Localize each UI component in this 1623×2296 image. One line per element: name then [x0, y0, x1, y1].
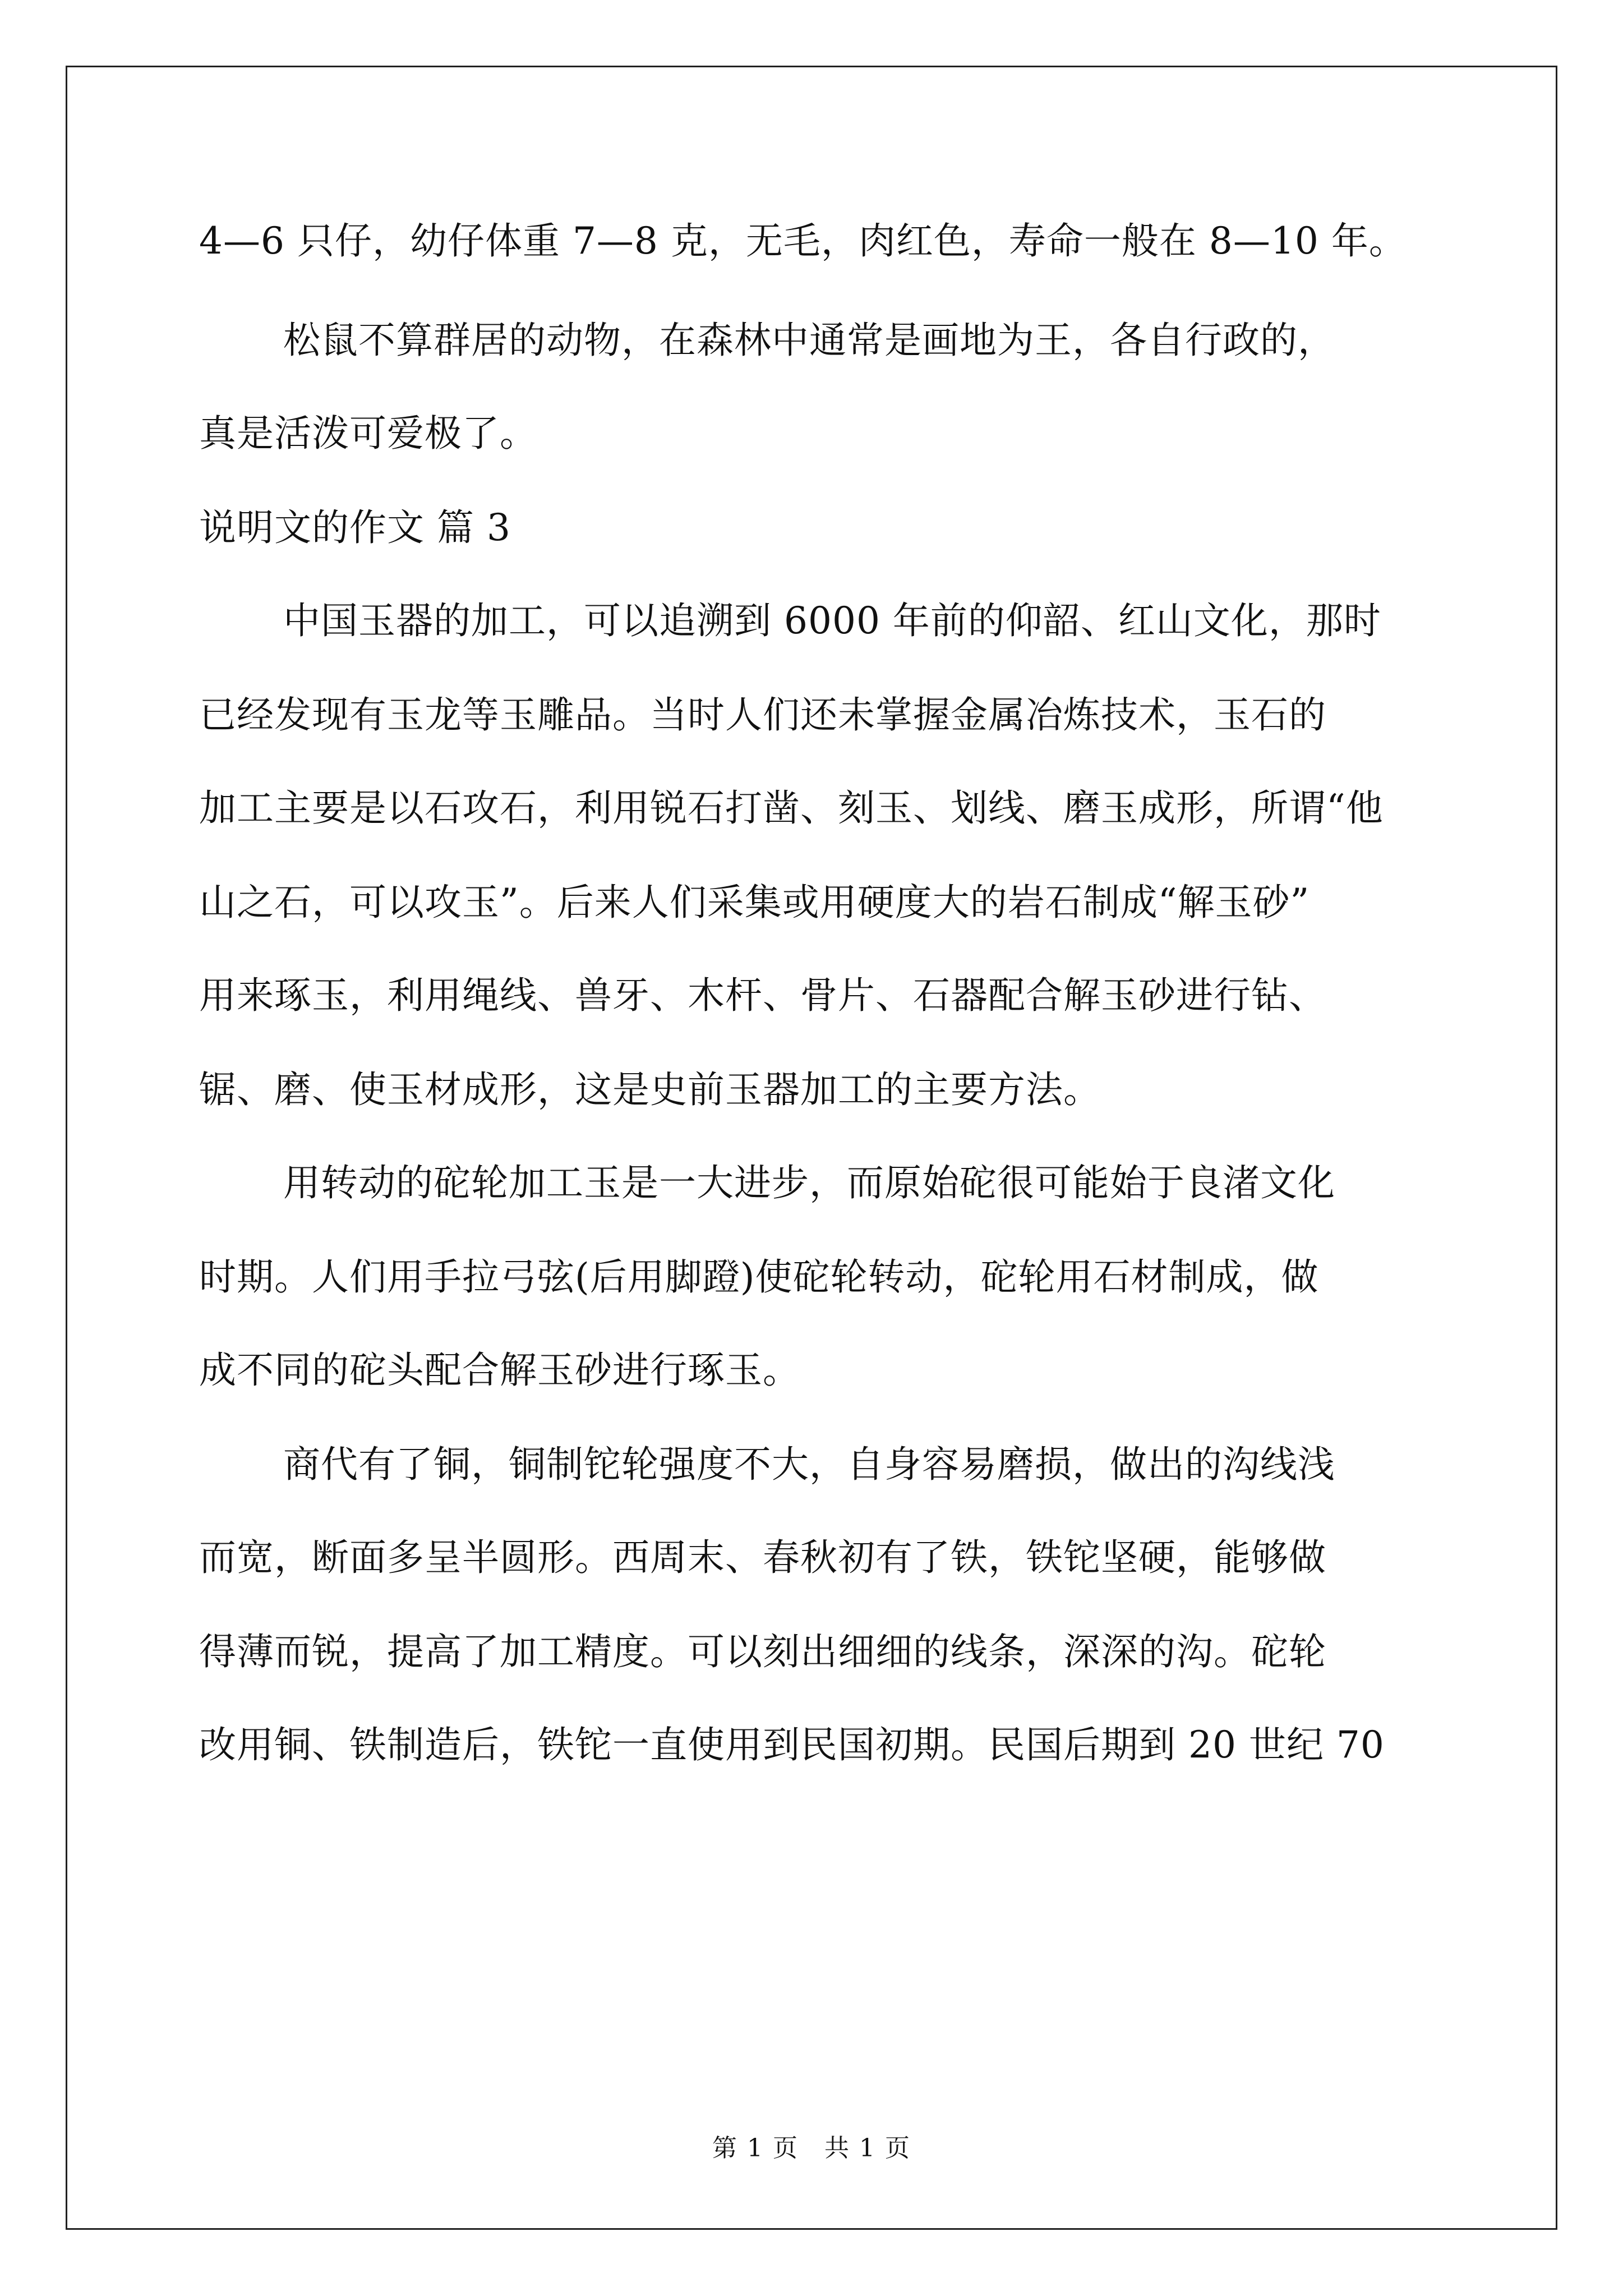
section-heading: 说明文的作文 篇 3: [199, 506, 511, 549]
text-line: 改用铜、铁制造后，铁铊一直使用到民国初期。民国后期到 20 世纪 70: [199, 1723, 1385, 1766]
text-line: 加工主要是以石攻石，利用锐石打凿、刻玉、划线、磨玉成形，所谓“他: [199, 786, 1384, 830]
text-line: 成不同的砣头配合解玉砂进行琢玉。: [199, 1349, 800, 1392]
text-line: 得薄而锐，提高了加工精度。可以刻出细细的线条，深深的沟。砣轮: [199, 1630, 1326, 1673]
text-line: 山之石，可以攻玉”。后来人们采集或用硬度大的岩石制成“解玉砂”: [199, 881, 1310, 924]
paragraph-start-line: 商代有了铜，铜制铊轮强度不大，自身容易磨损，做出的沟线浅: [283, 1443, 1335, 1486]
text-line: 已经发现有玉龙等玉雕品。当时人们还未掌握金属冶炼技术，玉石的: [199, 693, 1326, 737]
paragraph-start-line: 用转动的砣轮加工玉是一大进步，而原始砣很可能始于良渚文化: [283, 1161, 1335, 1204]
paragraph-start-line: 松鼠不算群居的动物，在森林中通常是画地为王，各自行政的，: [283, 319, 1335, 362]
text-line: 真是活泼可爱极了。: [199, 412, 537, 455]
text-line: 而宽，断面多呈半圆形。西周末、春秋初有了铁，铁铊坚硬，能够做: [199, 1536, 1326, 1579]
text-line: 用来琢玉，利用绳线、兽牙、木杆、骨片、石器配合解玉砂进行钻、: [199, 974, 1326, 1017]
page-number-footer: 第 1 页 共 1 页: [712, 2134, 911, 2162]
text-line: 时期。人们用手拉弓弦(后用脚蹬)使砣轮转动，砣轮用石材制成，做: [199, 1255, 1319, 1299]
text-line: 4—6 只仔，幼仔体重 7—8 克，无毛，肉红色，寿命一般在 8—10 年。: [199, 219, 1407, 263]
paragraph-start-line: 中国玉器的加工，可以追溯到 6000 年前的仰韶、红山文化，那时: [283, 599, 1381, 642]
text-line: 锯、磨、使玉材成形，这是史前玉器加工的主要方法。: [199, 1068, 1101, 1111]
page-border: [66, 66, 1557, 2230]
